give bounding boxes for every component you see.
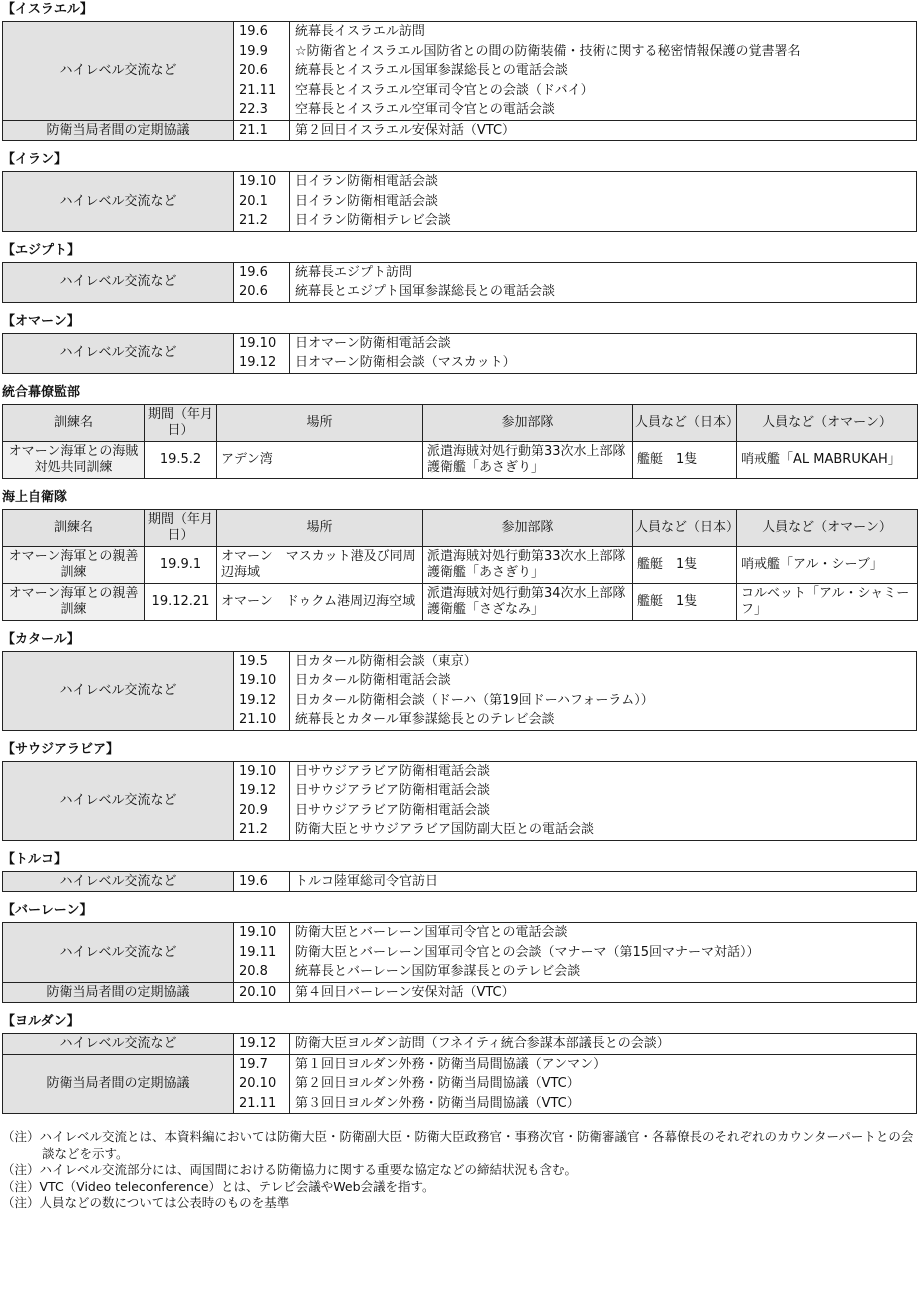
exchange-table <box>2 21 917 141</box>
note-line: （注）ハイレベル交流とは、本資料編においては防衛大臣・防衛副大臣・防衛大臣政務官・事務次官・防衛審議官・各幕僚長のそれぞれのカウンターパートとの会談などを示す。 <box>2 1129 914 1161</box>
date-line: 20.10 <box>239 1076 277 1091</box>
date-line: 19.7 <box>239 1056 268 1072</box>
description-line: 第２回日イスラエル安保対話（VTC） <box>295 122 516 138</box>
cell-japan: 艦艇 1隻 <box>633 546 737 583</box>
cell-place: アデン湾 <box>217 441 423 478</box>
description-line: 防衛大臣とバーレーン国軍司令官との電話会談 <box>295 925 568 940</box>
training-table <box>2 509 918 621</box>
table-row <box>3 761 917 840</box>
description-line: 日イラン防衛相電話会談 <box>295 193 439 209</box>
description-line: 第４回日バーレーン安保対話（VTC） <box>295 984 515 1000</box>
cell-oman: 哨戒艦「アル・シーブ」 <box>737 546 918 583</box>
date-line: 19.10 <box>239 174 277 189</box>
table-row <box>3 22 917 121</box>
description-line: 統幕長とエジプト国軍参謀総長との電話会談 <box>295 284 556 299</box>
column-header: 人員など（オマーン） <box>737 509 918 546</box>
dates-cell <box>234 651 290 730</box>
category-cell: ハイレベル交流など <box>3 333 234 373</box>
date-line: 19.10 <box>239 925 277 940</box>
cell-oman: コルベット「アル・シャミーフ」 <box>737 583 918 620</box>
category-cell: 防衛当局者間の定期協議 <box>3 120 234 141</box>
training-tables <box>2 383 917 630</box>
cell-unit: 派遣海賊対処行動第34次水上部隊 護衛艦「さざなみ」 <box>423 583 633 620</box>
category-cell: ハイレベル交流など <box>3 262 234 302</box>
description-line: 日サウジアラビア防衛相電話会談 <box>295 783 491 798</box>
cell-period: 19.12.21 <box>145 583 217 620</box>
date-line: 19.12 <box>239 355 277 370</box>
date-line: 20.8 <box>239 964 268 979</box>
description-line: 日イラン防衛相電話会談 <box>295 174 439 189</box>
training-table <box>2 404 918 479</box>
country-sections-2 <box>2 630 917 1124</box>
section-title: 【サウジアラビア】 <box>2 741 120 757</box>
description-line: 日オマーン防衛相会談（マスカット） <box>295 355 516 370</box>
exchange-table <box>2 1033 917 1114</box>
descriptions-cell <box>290 120 917 141</box>
dates-cell <box>234 120 290 141</box>
date-line: 19.12 <box>239 692 277 708</box>
table-row <box>3 651 917 730</box>
category-cell: ハイレベル交流など <box>3 651 234 730</box>
section-title: 【イスラエル】 <box>2 2 93 17</box>
header-row <box>3 509 918 546</box>
description-line: 日イラン防衛相テレビ会談 <box>295 213 451 228</box>
table-row <box>3 1034 917 1055</box>
cell-period: 19.9.1 <box>145 546 217 583</box>
table-row <box>3 262 917 302</box>
dates-cell <box>234 262 290 302</box>
cell-oman: 哨戒艦「AL MABRUKAH」 <box>737 441 918 478</box>
section-title: 【バーレーン】 <box>2 903 93 918</box>
table-row <box>3 172 917 232</box>
date-line: 20.1 <box>239 193 268 209</box>
section-title: 【オマーン】 <box>2 313 80 329</box>
cell-name: オマーン海軍との海賊対処共同訓練 <box>3 441 145 478</box>
date-line: 20.9 <box>239 802 268 818</box>
exchange-table <box>2 761 917 841</box>
category-cell: 防衛当局者間の定期協議 <box>3 1054 234 1114</box>
description-line: 統幕長イスラエル訪問 <box>295 24 425 39</box>
description-line: 日サウジアラビア防衛相電話会談 <box>295 763 491 779</box>
description-line: 統幕長エジプト訪問 <box>295 264 413 280</box>
dates-cell <box>234 982 290 1003</box>
table-row <box>3 923 917 983</box>
date-line: 21.2 <box>239 213 268 228</box>
dates-cell <box>234 761 290 840</box>
cell-name: オマーン海軍との親善訓練 <box>3 546 145 583</box>
date-line: 21.11 <box>239 82 277 98</box>
table-row <box>3 441 918 478</box>
date-line: 19.12 <box>239 783 277 798</box>
exchange-table <box>2 922 917 1003</box>
description-line: 防衛大臣とサウジアラビア国防副大臣との電話会談 <box>295 822 595 837</box>
description-line: 統幕長とバーレーン国防軍参謀長とのテレビ会談 <box>295 964 581 979</box>
dates-cell <box>234 1054 290 1114</box>
description-line: 空幕長とイスラエル空軍司令官との電話会談 <box>295 102 555 117</box>
column-header: 参加部隊 <box>423 404 633 441</box>
dates-cell <box>234 1034 290 1055</box>
column-header: 場所 <box>217 509 423 546</box>
descriptions-cell <box>290 761 917 840</box>
description-line: トルコ陸軍総司令官訪日 <box>295 873 439 889</box>
description-line: 日カタール防衛相会談（東京） <box>295 653 477 669</box>
description-line: 統幕長とカタール軍参謀総長とのテレビ会談 <box>295 712 555 727</box>
cell-place: オマーン マスカット港及び同周辺海域 <box>217 546 423 583</box>
notes <box>2 1129 917 1212</box>
section-title: 【イラン】 <box>2 152 68 167</box>
description-line: 第２回日ヨルダン外務・防衛当局間協議（VTC） <box>295 1076 580 1091</box>
column-header: 人員など（日本） <box>633 509 737 546</box>
column-header: 訓練名 <box>3 404 145 441</box>
date-line: 19.9 <box>239 43 268 59</box>
descriptions-cell <box>290 871 917 892</box>
column-header: 場所 <box>217 404 423 441</box>
description-line: 日カタール防衛相電話会談 <box>295 673 451 688</box>
section-title: 【ヨルダン】 <box>2 1014 80 1029</box>
description-line: 防衛大臣ヨルダン訪問（フネイティ統合参謀本部議長との会談） <box>295 1036 670 1051</box>
category-cell: ハイレベル交流など <box>3 871 234 892</box>
column-header: 期間（年月日） <box>145 509 217 546</box>
date-line: 19.6 <box>239 24 268 39</box>
category-cell: ハイレベル交流など <box>3 22 234 121</box>
date-line: 19.10 <box>239 673 277 688</box>
column-header: 訓練名 <box>3 509 145 546</box>
cell-japan: 艦艇 1隻 <box>633 583 737 620</box>
exchange-table <box>2 651 917 731</box>
description-line: 統幕長とイスラエル国軍参謀総長との電話会談 <box>295 63 568 78</box>
column-header: 人員など（日本） <box>633 404 737 441</box>
date-line: 19.5 <box>239 653 268 669</box>
exchange-table <box>2 333 917 374</box>
date-line: 21.2 <box>239 822 268 837</box>
training-section-title: 海上自衛隊 <box>2 489 68 505</box>
date-line: 21.1 <box>239 122 268 138</box>
exchange-table <box>2 871 917 893</box>
description-line: 空幕長とイスラエル空軍司令官との会談（ドバイ） <box>295 82 594 98</box>
descriptions-cell <box>290 1054 917 1114</box>
section-title: 【カタール】 <box>2 631 80 647</box>
date-line: 19.10 <box>239 335 277 351</box>
cell-japan: 艦艇 1隻 <box>633 441 737 478</box>
dates-cell <box>234 333 290 373</box>
description-line: 日カタール防衛相会談（ドーハ（第19回ドーハフォーラム）） <box>295 692 654 708</box>
date-line: 21.11 <box>239 1095 277 1111</box>
date-line: 19.12 <box>239 1036 277 1051</box>
descriptions-cell <box>290 982 917 1003</box>
table-row <box>3 333 917 373</box>
descriptions-cell <box>290 1034 917 1055</box>
descriptions-cell <box>290 22 917 121</box>
descriptions-cell <box>290 651 917 730</box>
column-header: 期間（年月日） <box>145 404 217 441</box>
cell-place: オマーン ドゥクム港周辺海空域 <box>217 583 423 620</box>
note-line: （注）ハイレベル交流部分には、両国間における防衛協力に関する重要な協定などの締結状況も含む。 <box>2 1162 578 1177</box>
description-line: 防衛大臣とバーレーン国軍司令官との会談（マナーマ（第15回マナーマ対話）） <box>295 944 760 960</box>
dates-cell <box>234 22 290 121</box>
date-line: 19.6 <box>239 873 268 889</box>
column-header: 人員など（オマーン） <box>737 404 918 441</box>
exchange-table <box>2 262 917 303</box>
date-line: 22.3 <box>239 102 268 117</box>
table-row <box>3 120 917 141</box>
category-cell: ハイレベル交流など <box>3 761 234 840</box>
date-line: 20.6 <box>239 63 268 78</box>
dates-cell <box>234 172 290 232</box>
category-cell: ハイレベル交流など <box>3 172 234 232</box>
descriptions-cell <box>290 333 917 373</box>
category-cell: ハイレベル交流など <box>3 923 234 983</box>
table-row <box>3 982 917 1003</box>
date-line: 20.6 <box>239 284 268 299</box>
date-line: 20.10 <box>239 984 277 1000</box>
table-row <box>3 546 918 583</box>
date-line: 21.10 <box>239 712 277 727</box>
table-row <box>3 583 918 620</box>
category-cell: 防衛当局者間の定期協議 <box>3 982 234 1003</box>
description-line: 日サウジアラビア防衛相電話会談 <box>295 802 491 818</box>
cell-unit: 派遣海賊対処行動第33次水上部隊 護衛艦「あさぎり」 <box>423 441 633 478</box>
descriptions-cell <box>290 923 917 983</box>
section-title: 【エジプト】 <box>2 242 81 258</box>
country-sections-1 <box>2 0 917 383</box>
category-cell: ハイレベル交流など <box>3 1034 234 1055</box>
note-line: （注）VTC（Video teleconference）とは、テレビ会議やWeb会議を指す。 <box>2 1178 435 1194</box>
note-line: （注）人員などの数については公表時のものを基準 <box>2 1195 290 1210</box>
descriptions-cell <box>290 172 917 232</box>
header-row <box>3 404 918 441</box>
cell-unit: 派遣海賊対処行動第33次水上部隊 護衛艦「あさぎり」 <box>423 546 633 583</box>
date-line: 19.10 <box>239 763 277 779</box>
descriptions-cell <box>290 262 917 302</box>
description-line: ☆防衛省とイスラエル国防省との間の防衛装備・技術に関する秘密情報保護の覚書署名 <box>295 43 801 59</box>
description-line: 第１回日ヨルダン外務・防衛当局間協議（アンマン） <box>295 1056 607 1072</box>
dates-cell <box>234 871 290 892</box>
cell-name: オマーン海軍との親善訓練 <box>3 583 145 620</box>
table-row <box>3 1054 917 1114</box>
date-line: 19.11 <box>239 944 277 960</box>
cell-period: 19.5.2 <box>145 441 217 478</box>
column-header: 参加部隊 <box>423 509 633 546</box>
description-line: 日オマーン防衛相電話会談 <box>295 335 451 351</box>
training-section-title: 統合幕僚監部 <box>2 384 81 400</box>
exchange-table <box>2 171 917 232</box>
date-line: 19.6 <box>239 264 268 280</box>
description-line: 第３回日ヨルダン外務・防衛当局間協議（VTC） <box>295 1095 580 1111</box>
section-title: 【トルコ】 <box>2 851 68 867</box>
dates-cell <box>234 923 290 983</box>
table-row <box>3 871 917 892</box>
